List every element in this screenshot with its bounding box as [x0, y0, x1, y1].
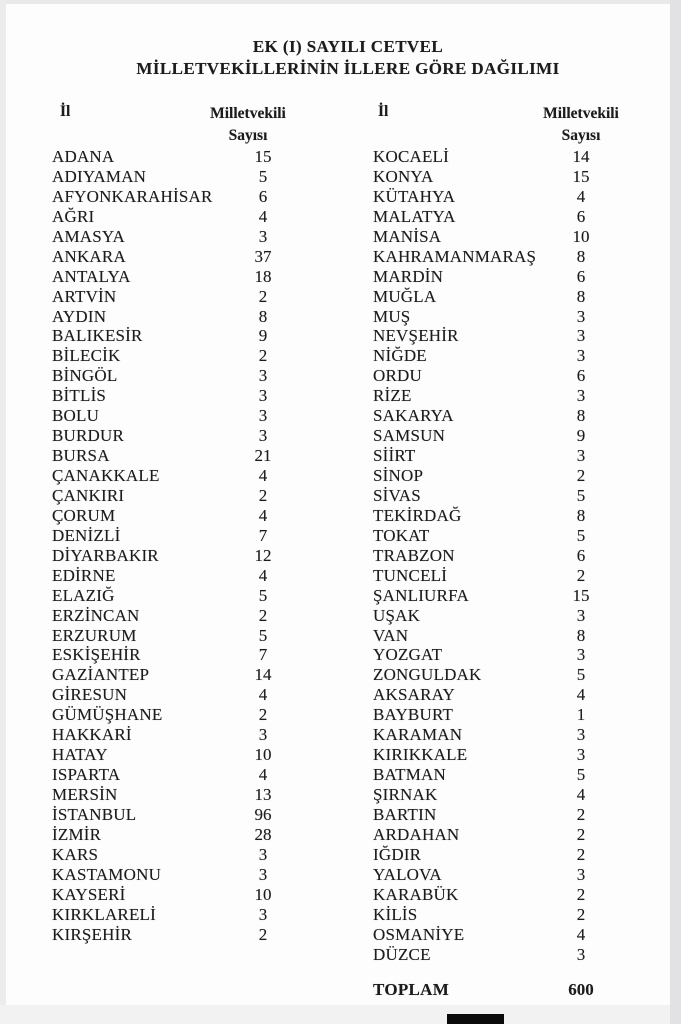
province-name: BİNGÖL: [52, 366, 118, 386]
table-row: [52, 207, 352, 227]
deputy-count: 2: [576, 466, 586, 485]
deputy-count: 3: [576, 605, 586, 625]
deputy-count: 5: [576, 485, 586, 505]
deputy-count: 6: [576, 545, 586, 565]
province-name: EDİRNE: [52, 565, 116, 585]
table-row: [373, 446, 673, 466]
deputy-count: 8: [576, 505, 586, 525]
deputy-count: 8: [576, 246, 586, 266]
province-name: KONYA: [373, 166, 434, 186]
deputy-count: 5: [576, 665, 586, 685]
province-name: IĞDIR: [373, 844, 422, 864]
deputy-count: 2: [258, 346, 268, 366]
province-name: NEVŞEHİR: [373, 326, 459, 346]
deputy-count: 3: [258, 725, 268, 745]
deputy-count: 3: [258, 864, 268, 884]
column-header-province-right: İl: [378, 103, 389, 120]
table-row: [373, 307, 673, 327]
table-row: [52, 486, 352, 506]
deputy-count: 3: [258, 386, 268, 406]
deputy-count: 2: [258, 605, 268, 625]
table-row: [373, 187, 673, 207]
province-name: KARABÜK: [373, 884, 459, 904]
deputy-count: 10: [572, 226, 590, 246]
province-name: BARTIN: [373, 804, 437, 824]
province-name: TOKAT: [373, 525, 430, 545]
deputy-count: 5: [576, 765, 586, 785]
province-name: ÇANKIRI: [52, 485, 125, 505]
deputy-count: 28: [254, 824, 272, 844]
deputy-count: 15: [572, 166, 590, 186]
table-row: [373, 287, 673, 307]
table-row: [52, 626, 352, 646]
province-name: SAKARYA: [373, 406, 454, 426]
province-name: ŞANLIURFA: [373, 585, 469, 605]
deputy-count: 8: [576, 286, 586, 306]
column-header-count-right-line1: Milletvekili: [543, 105, 619, 122]
province-name: BAYBURT: [373, 705, 454, 725]
province-name: MANİSA: [373, 226, 442, 246]
table-row: [52, 406, 352, 426]
deputy-count: 4: [258, 466, 268, 485]
province-name: HATAY: [52, 745, 108, 765]
black-bar-marker: [447, 1014, 504, 1024]
table-row: [373, 705, 673, 725]
table-row: [52, 925, 352, 945]
table-row: [373, 586, 673, 606]
province-name: ZONGULDAK: [373, 665, 482, 685]
column-header-count-right: [511, 103, 651, 147]
province-table-right-column: [373, 147, 673, 964]
table-row: [52, 785, 352, 805]
document-title-line2: MİLLETVEKİLLERİNİN İLLERE GÖRE DAĞILIMI: [136, 59, 560, 78]
table-row: [373, 326, 673, 346]
province-name: ARDAHAN: [373, 824, 460, 844]
province-name: UŞAK: [373, 605, 421, 625]
deputy-count: 3: [258, 366, 268, 386]
deputy-count: 2: [258, 705, 268, 725]
province-name: YOZGAT: [373, 645, 443, 665]
deputy-count: 3: [576, 944, 586, 964]
province-name: VAN: [373, 625, 409, 645]
table-row: [52, 825, 352, 845]
province-name: BALIKESİR: [52, 326, 143, 346]
province-name: ÇORUM: [52, 505, 116, 525]
column-header-count-left: [178, 103, 318, 147]
province-name: GAZİANTEP: [52, 665, 150, 685]
province-name: ISPARTA: [52, 765, 121, 785]
table-row: [52, 685, 352, 705]
deputy-count: 2: [576, 565, 586, 585]
table-row: [373, 167, 673, 187]
deputy-count: 3: [576, 306, 586, 326]
deputy-count: 18: [254, 266, 272, 286]
table-row: [52, 386, 352, 406]
deputy-count: 10: [254, 884, 272, 904]
table-row: [373, 227, 673, 247]
province-name: AMASYA: [52, 226, 125, 246]
province-name: KARAMAN: [373, 725, 463, 745]
province-name: AKSARAY: [373, 685, 456, 705]
table-row: [52, 326, 352, 346]
table-row: [373, 845, 673, 865]
deputy-count: 2: [576, 904, 586, 924]
deputy-count: 3: [576, 346, 586, 366]
deputy-count: 15: [572, 585, 590, 605]
scan-edge-top: [0, 0, 681, 4]
province-name: OSMANİYE: [373, 924, 465, 944]
table-row: [373, 885, 673, 905]
deputy-count: 6: [576, 366, 586, 386]
province-name: ANTALYA: [52, 266, 131, 286]
table-row: [373, 506, 673, 526]
province-name: ELAZIĞ: [52, 585, 115, 605]
province-name: MALATYA: [373, 206, 456, 226]
deputy-count: 3: [576, 446, 586, 466]
province-name: KOCAELİ: [373, 147, 449, 166]
deputy-count: 4: [258, 565, 268, 585]
table-row: [373, 406, 673, 426]
deputy-count: 3: [258, 226, 268, 246]
table-row: [373, 247, 673, 267]
table-row: [373, 426, 673, 446]
deputy-count: 3: [576, 745, 586, 765]
province-name: SİNOP: [373, 466, 424, 485]
province-name: YALOVA: [373, 864, 442, 884]
deputy-count: 3: [258, 844, 268, 864]
total-label: TOPLAM: [373, 980, 450, 999]
document-title: [0, 36, 681, 80]
province-name: RİZE: [373, 386, 412, 406]
province-name: ADIYAMAN: [52, 166, 147, 186]
province-name: SİVAS: [373, 485, 421, 505]
province-name: KIRŞEHİR: [52, 924, 132, 944]
deputy-count: 4: [576, 186, 586, 206]
deputy-count: 3: [576, 386, 586, 406]
province-name: DİYARBAKIR: [52, 545, 159, 565]
table-row: [373, 805, 673, 825]
province-name: MUĞLA: [373, 286, 437, 306]
table-row: [52, 506, 352, 526]
table-row: [373, 566, 673, 586]
province-name: ESKİŞEHİR: [52, 645, 141, 665]
province-name: KÜTAHYA: [373, 186, 456, 206]
table-row: [52, 586, 352, 606]
table-row: [52, 546, 352, 566]
table-row: [52, 346, 352, 366]
table-row: [373, 765, 673, 785]
deputy-count: 8: [576, 625, 586, 645]
deputy-count: 9: [258, 326, 268, 346]
province-name: ERZİNCAN: [52, 605, 140, 625]
province-name: ARTVİN: [52, 286, 117, 306]
deputy-count: 3: [258, 406, 268, 426]
table-row: [52, 665, 352, 685]
deputy-count: 6: [576, 206, 586, 226]
province-name: KAHRAMANMARAŞ: [373, 246, 537, 266]
deputy-count: 6: [258, 186, 268, 206]
deputy-count: 4: [258, 505, 268, 525]
province-name: AĞRI: [52, 206, 95, 226]
province-name: GÜMÜŞHANE: [52, 705, 163, 725]
table-row: [373, 626, 673, 646]
deputy-count: 21: [254, 446, 272, 466]
province-name: TRABZON: [373, 545, 455, 565]
province-name: SAMSUN: [373, 426, 446, 446]
province-name: KİLİS: [373, 904, 418, 924]
table-row: [373, 546, 673, 566]
table-row: [52, 227, 352, 247]
province-name: ÇANAKKALE: [52, 466, 160, 485]
deputy-count: 5: [258, 625, 268, 645]
province-table-left-column: [52, 147, 352, 945]
province-name: KIRIKKALE: [373, 745, 468, 765]
deputy-count: 3: [576, 326, 586, 346]
deputy-count: 7: [258, 525, 268, 545]
table-row: [373, 526, 673, 546]
table-row: [373, 925, 673, 945]
table-row: [373, 366, 673, 386]
deputy-count: 2: [576, 824, 586, 844]
table-row: [373, 905, 673, 925]
column-header-province-left: İl: [60, 103, 71, 120]
deputy-count: 6: [576, 266, 586, 286]
table-row: [52, 307, 352, 327]
deputy-count: 13: [254, 785, 272, 804]
table-row: [52, 426, 352, 446]
deputy-count: 96: [254, 804, 272, 824]
table-row: [52, 187, 352, 207]
deputy-count: 4: [258, 765, 268, 785]
province-name: NİĞDE: [373, 346, 427, 366]
table-row: [373, 386, 673, 406]
deputy-count: 2: [576, 844, 586, 864]
table-row: [373, 346, 673, 366]
province-name: BİLECİK: [52, 346, 121, 366]
province-name: BURSA: [52, 446, 110, 466]
province-name: BOLU: [52, 406, 100, 426]
table-row: [373, 606, 673, 626]
table-row: [52, 765, 352, 785]
table-row: [52, 446, 352, 466]
deputy-count: 9: [576, 426, 586, 446]
table-row: [52, 566, 352, 586]
table-row: [373, 825, 673, 845]
table-row: [52, 466, 352, 486]
table-row: [373, 685, 673, 705]
deputy-count: 2: [576, 884, 586, 904]
province-name: ANKARA: [52, 246, 126, 266]
province-name: AYDIN: [52, 306, 107, 326]
deputy-count: 37: [254, 246, 272, 266]
province-name: TEKİRDAĞ: [373, 505, 462, 525]
table-row: [52, 865, 352, 885]
table-row: [373, 466, 673, 486]
table-row: [52, 526, 352, 546]
province-name: HAKKARİ: [52, 725, 132, 745]
table-row: [373, 486, 673, 506]
province-name: BATMAN: [373, 765, 446, 785]
deputy-count: 1: [576, 705, 586, 725]
table-row: [52, 366, 352, 386]
province-name: ORDU: [373, 366, 422, 386]
province-name: KARS: [52, 844, 99, 864]
deputy-count: 14: [254, 665, 272, 685]
deputy-count: 4: [258, 206, 268, 226]
province-name: KASTAMONU: [52, 864, 162, 884]
deputy-count: 15: [254, 147, 272, 166]
table-row: [52, 745, 352, 765]
table-row: [373, 785, 673, 805]
province-name: BURDUR: [52, 426, 125, 446]
deputy-count: 4: [576, 685, 586, 705]
table-row: [373, 147, 673, 167]
province-name: TUNCELİ: [373, 565, 448, 585]
deputy-count: 2: [576, 804, 586, 824]
deputy-count: 12: [254, 545, 272, 565]
table-row: [52, 705, 352, 725]
total-value: 600: [568, 980, 594, 999]
table-row: [373, 945, 673, 965]
table-row: [52, 287, 352, 307]
deputy-count: 2: [258, 924, 268, 944]
province-name: GİRESUN: [52, 685, 128, 705]
table-row: [52, 147, 352, 167]
table-row: [373, 645, 673, 665]
table-row: [373, 207, 673, 227]
deputy-count: 3: [576, 645, 586, 665]
table-row: [373, 725, 673, 745]
table-row: [373, 267, 673, 287]
table-row: [373, 865, 673, 885]
column-header-count-right-line2: Sayısı: [561, 127, 601, 144]
deputy-count: 4: [258, 685, 268, 705]
table-row: [52, 805, 352, 825]
document-title-line1: EK (I) SAYILI CETVEL: [252, 37, 444, 56]
deputy-count: 2: [258, 485, 268, 505]
province-name: ŞIRNAK: [373, 785, 438, 804]
deputy-count: 10: [254, 745, 272, 765]
province-name: ERZURUM: [52, 625, 137, 645]
table-row: [373, 665, 673, 685]
table-row: [52, 247, 352, 267]
table-row: [52, 905, 352, 925]
province-name: MARDİN: [373, 266, 444, 286]
deputy-count: 5: [258, 166, 268, 186]
province-name: KIRKLARELİ: [52, 904, 156, 924]
province-name: MUŞ: [373, 306, 411, 326]
province-name: DENİZLİ: [52, 525, 121, 545]
deputy-count: 5: [258, 585, 268, 605]
table-row: [52, 267, 352, 287]
scan-edge-bottom: [0, 1005, 670, 1024]
table-row: [373, 745, 673, 765]
table-row: [52, 606, 352, 626]
deputy-count: 8: [258, 306, 268, 326]
table-row: [52, 645, 352, 665]
province-name: İZMİR: [52, 824, 102, 844]
column-header-count-left-line1: Milletvekili: [210, 105, 286, 122]
deputy-count: 4: [576, 924, 586, 944]
province-name: BİTLİS: [52, 386, 107, 406]
province-name: ADANA: [52, 147, 115, 166]
table-row: [52, 845, 352, 865]
column-header-count-left-line2: Sayısı: [228, 127, 268, 144]
table-row: [52, 725, 352, 745]
deputy-count: 3: [258, 426, 268, 446]
deputy-count: 3: [258, 904, 268, 924]
deputy-count: 5: [576, 525, 586, 545]
scan-edge-left: [0, 0, 6, 1008]
deputy-count: 3: [576, 725, 586, 745]
deputy-count: 2: [258, 286, 268, 306]
province-name: KAYSERİ: [52, 884, 126, 904]
deputy-count: 14: [572, 147, 590, 166]
deputy-count: 8: [576, 406, 586, 426]
table-row: [52, 167, 352, 187]
deputy-count: 4: [576, 785, 586, 804]
province-name: SİİRT: [373, 446, 416, 466]
province-name: MERSİN: [52, 785, 118, 804]
province-name: İSTANBUL: [52, 804, 137, 824]
table-row: [52, 885, 352, 905]
deputy-count: 7: [258, 645, 268, 665]
province-name: AFYONKARAHİSAR: [52, 186, 213, 206]
deputy-count: 3: [576, 864, 586, 884]
province-name: DÜZCE: [373, 944, 431, 964]
